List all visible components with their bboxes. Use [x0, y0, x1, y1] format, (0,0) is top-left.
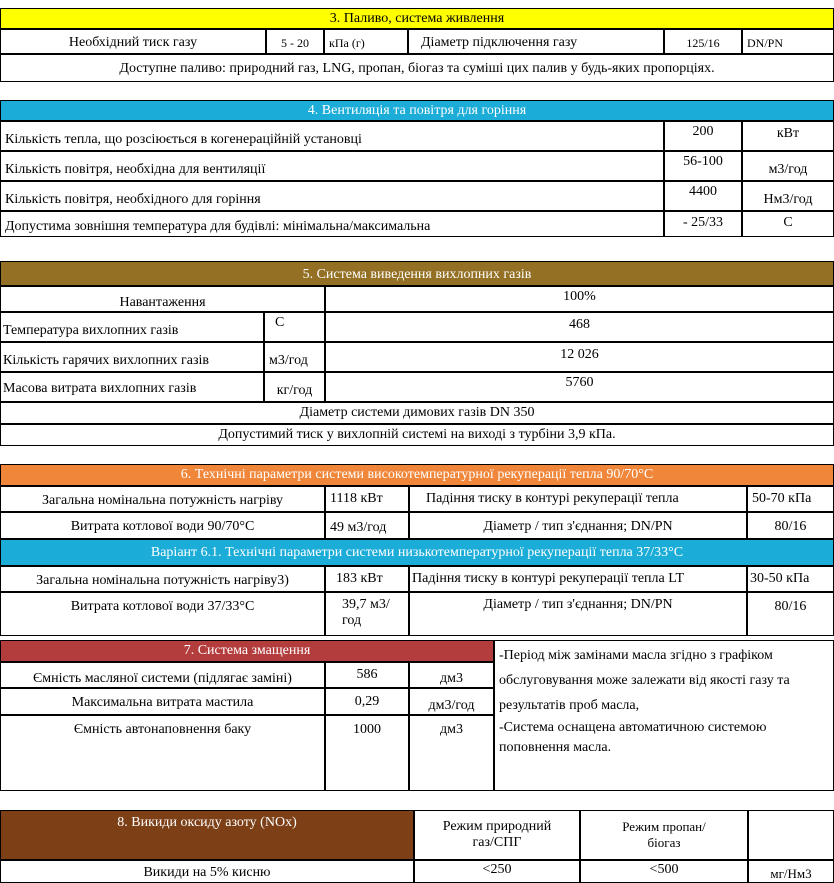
lt-water-flow-label: Витрата котлової води 37/33°C	[0, 592, 325, 636]
combustion-air-unit: Нм3/год	[742, 181, 834, 211]
nox-section-title: 8. Викиди оксиду азоту (NOx)	[0, 810, 414, 860]
oil-consumption-label: Максимальна витрата мастила	[0, 688, 325, 715]
combustion-air-value: 4400	[664, 181, 742, 211]
gas-connection-unit: DN/PN	[742, 29, 834, 54]
oil-capacity-label: Ємність масляної системи (підлягає заміні)	[0, 662, 325, 688]
lt-pressure-drop-label: Падіння тиску в контурі рекуперації тепла LT	[409, 566, 747, 592]
ventilation-air-label: Кількість повітря, необхідна для вентиляції	[0, 151, 664, 181]
exhaust-temp-unit: С	[264, 312, 325, 342]
lubrication-notes	[494, 640, 834, 791]
ht-connection-label: Діаметр / тип з'єднання; DN/PN	[409, 512, 747, 539]
nox-natural-gas-value: <250	[414, 860, 580, 883]
combustion-air-label: Кількість повітря, необхідного для горіння	[0, 181, 664, 211]
ht-power-value: 1118 кВт	[325, 486, 409, 512]
lt-pressure-drop-value: 30-50 кПа	[747, 566, 834, 592]
nox-natural-gas-header: Режим природний газ/СПГ	[414, 810, 580, 860]
ht-water-flow-value: 49 м3/год	[325, 512, 409, 539]
gas-connection-label: Діаметр підключення газу	[408, 29, 664, 54]
exhaust-flow-value: 12 026	[325, 342, 834, 372]
exhaust-section-title: 5. Система виведення вихлопних газів	[0, 261, 834, 286]
load-value: 100%	[325, 286, 834, 312]
gas-pressure-unit: кПа (г)	[324, 29, 408, 54]
lt-power-value: 183 кВт	[325, 566, 409, 592]
exhaust-flow-unit: м3/год	[264, 342, 325, 372]
nox-propane-header: Режим пропан/біогаз	[580, 810, 748, 860]
lt-recovery-section-title: Варіант 6.1. Технічні параметри системи низькотемпературної рекуперації тепла 37/33°C	[0, 539, 834, 566]
oil-consumption-unit: дм3/год	[409, 688, 494, 715]
gas-pressure-label: Необхідний тиск газу	[0, 29, 266, 54]
available-fuel: Доступне паливо: природний газ, LNG, пропан, біогаз та суміші цих палив у будь-яких пропорціях.	[0, 54, 834, 82]
exhaust-pressure: Допустимий тиск у вихлопній системі на виході з турбіни 3,9 кПа.	[0, 424, 834, 446]
oil-consumption-value: 0,29	[325, 688, 409, 715]
nox-unit-header	[748, 810, 834, 860]
exhaust-temp-label: Температура вихлопних газів	[0, 312, 264, 342]
ht-recovery-section-title: 6. Технічні параметри системи високотемпературної рекуперації тепла 90/70°C	[0, 464, 834, 486]
oil-capacity-value: 586	[325, 662, 409, 688]
load-label: Навантаження	[0, 286, 325, 312]
oil-refill-note: -Система оснащена автоматичною системою поповнення масла.	[499, 720, 767, 755]
lubrication-section-title: 7. Система змащення	[0, 640, 494, 662]
ventilation-air-unit: м3/год	[742, 151, 834, 181]
outdoor-temp-unit: С	[742, 211, 834, 237]
lt-connection-label: Діаметр / тип з'єднання; DN/PN	[409, 592, 747, 636]
exhaust-mass-value: 5760	[325, 372, 834, 402]
ventilation-section-title: 4. Вентиляція та повітря для горіння	[0, 100, 834, 121]
ht-pressure-drop-value: 50-70 кПа	[747, 486, 834, 512]
nox-emissions-label: Викиди на 5% кисню	[0, 860, 414, 883]
ht-water-flow-label: Витрата котлової води 90/70°C	[0, 512, 325, 539]
flue-diameter: Діаметр системи димових газів DN 350	[0, 402, 834, 424]
exhaust-temp-value: 468	[325, 312, 834, 342]
heat-dissipated-label: Кількість тепла, що розсіюється в когенераційній установці	[0, 121, 664, 151]
oil-change-note: -Період між замінами масла згідно з графіком обслуговування може залежати від якості газу та результатів проб масла,	[499, 648, 790, 713]
oil-autofill-label: Ємність автонаповнення баку	[0, 715, 325, 791]
ht-pressure-drop-label: Падіння тиску в контурі рекуперації тепла	[409, 486, 747, 512]
ht-power-label: Загальна номінальна потужність нагріву	[0, 486, 325, 512]
oil-autofill-value: 1000	[325, 715, 409, 791]
lt-power-label: Загальна номінальна потужність нагріву3)	[0, 566, 325, 592]
gas-pressure-value: 5 - 20	[266, 29, 324, 54]
heat-dissipated-value: 200	[664, 121, 742, 151]
lt-water-flow-value: 39,7 м3/год	[325, 592, 409, 636]
outdoor-temp-label: Допустима зовнішня температура для будівлі: мінімальна/максимальна	[0, 211, 664, 237]
oil-autofill-unit: дм3	[409, 715, 494, 791]
exhaust-mass-label: Масова витрата вихлопних газів	[0, 372, 264, 402]
fuel-section-title: 3. Паливо, система живлення	[0, 8, 834, 29]
nox-propane-value: <500	[580, 860, 748, 883]
lt-connection-value: 80/16	[747, 592, 834, 636]
heat-dissipated-unit: кВт	[742, 121, 834, 151]
exhaust-flow-label: Кількість гарячих вихлопних газів	[0, 342, 264, 372]
ht-connection-value: 80/16	[747, 512, 834, 539]
oil-capacity-unit: дм3	[409, 662, 494, 688]
exhaust-mass-unit: кг/год	[264, 372, 325, 402]
nox-unit: мг/Нм3	[748, 860, 834, 883]
ventilation-air-value: 56-100	[664, 151, 742, 181]
outdoor-temp-value: - 25/33	[664, 211, 742, 237]
gas-connection-value: 125/16	[664, 29, 742, 54]
